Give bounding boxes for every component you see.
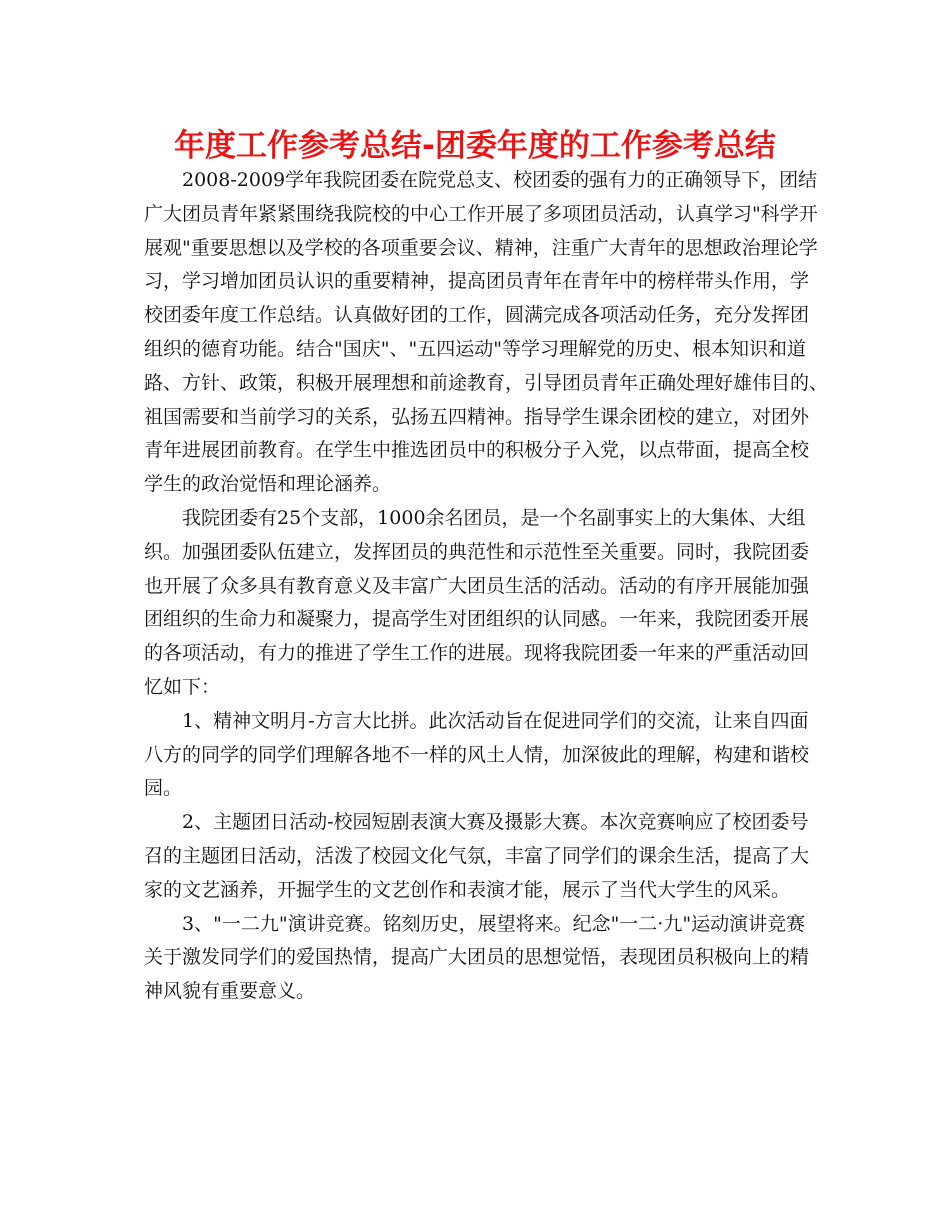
paragraph-line: 织。加强团委队伍建立，发挥团员的典范性和示范性至关重要。同时，我院团委 <box>144 540 810 563</box>
paragraph-line: 习，学习增加团员认识的重要精神，提高团员青年在青年中的榜样带头作用，学 <box>144 270 810 293</box>
paragraph-line: 学生的政治觉悟和理论涵养。 <box>144 473 392 496</box>
paragraph <box>144 806 810 907</box>
paragraph-line: 召的主题团日活动，活泼了校园文化气氛，丰富了同学们的课余生活，提高了大 <box>144 844 810 867</box>
paragraph-line: 3、"一二九"演讲竞赛。铭刻历史，展望将来。纪念"一二·九"运动演讲竞赛 <box>182 912 806 935</box>
paragraph-line: 神风貌有重要意义。 <box>144 980 316 1003</box>
paragraph <box>144 164 829 502</box>
paragraph <box>144 908 810 1009</box>
paragraph-line: 也开展了众多具有教育意义及丰富广大团员生活的活动。活动的有序开展能加强 <box>144 574 810 597</box>
document-body <box>144 164 829 1009</box>
paragraph-line: 校团委年度工作总结。认真做好团的工作，圆满完成各项活动任务，充分发挥团 <box>144 304 810 327</box>
paragraph <box>144 502 810 705</box>
paragraph-line: 关于激发同学们的爱国热情，提高广大团员的思想觉悟，表现团员积极向上的精 <box>144 946 810 969</box>
paragraph-line: 青年进展团前教育。在学生中推选团员中的积极分子入党，以点带面，提高全校 <box>144 439 810 462</box>
paragraph-line: 组织的德育功能。结合"国庆"、"五四运动"等学习理解党的历史、根本知识和道 <box>144 337 806 360</box>
paragraph-line: 园。 <box>144 777 183 800</box>
paragraph-line: 2、主题团日活动-校园短剧表演大赛及摄影大赛。本次竞赛响应了校团委号 <box>182 811 809 834</box>
paragraph-line: 八方的同学的同学们理解各地不一样的风土人情，加深彼此的理解，构建和谐校 <box>144 743 810 766</box>
paragraph-line: 祖国需要和当前学习的关系，弘扬五四精神。指导学生课余团校的建立，对团外 <box>144 405 810 428</box>
paragraph-line: 我院团委有25个支部，1000余名团员，是一个名副事实上的大集体、大组 <box>182 506 806 529</box>
paragraph-line: 展观"重要思想以及学校的各项重要会议、精神，注重广大青年的思想政治理论学 <box>144 236 818 259</box>
paragraph-line: 路、方针、政策，积极开展理想和前途教育，引导团员青年正确处理好雄伟目的、 <box>144 371 829 394</box>
paragraph-line: 家的文艺涵养，开掘学生的文艺创作和表演才能，展示了当代大学生的风采。 <box>144 878 791 901</box>
paragraph <box>144 705 810 806</box>
paragraph-line: 2008-2009学年我院团委在院党总支、校团委的强有力的正确领导下，团结 <box>182 169 818 191</box>
document-title: 年度工作参考总结-团委年度的工作参考总结 <box>174 128 776 164</box>
paragraph-line: 的各项活动，有力的推进了学生工作的进展。现将我院团委一年来的严重活动回 <box>144 642 810 665</box>
paragraph-line: 1、精神文明月-方言大比拼。此次活动旨在促进同学们的交流，让来自四面 <box>182 709 809 732</box>
paragraph-line: 团组织的生命力和凝聚力，提高学生对团组织的认同感。一年来，我院团委开展 <box>144 608 810 631</box>
paragraph-line: 广大团员青年紧紧围绕我院校的中心工作开展了多项团员活动，认真学习"科学开 <box>144 202 818 225</box>
paragraph-line: 忆如下： <box>144 675 221 698</box>
